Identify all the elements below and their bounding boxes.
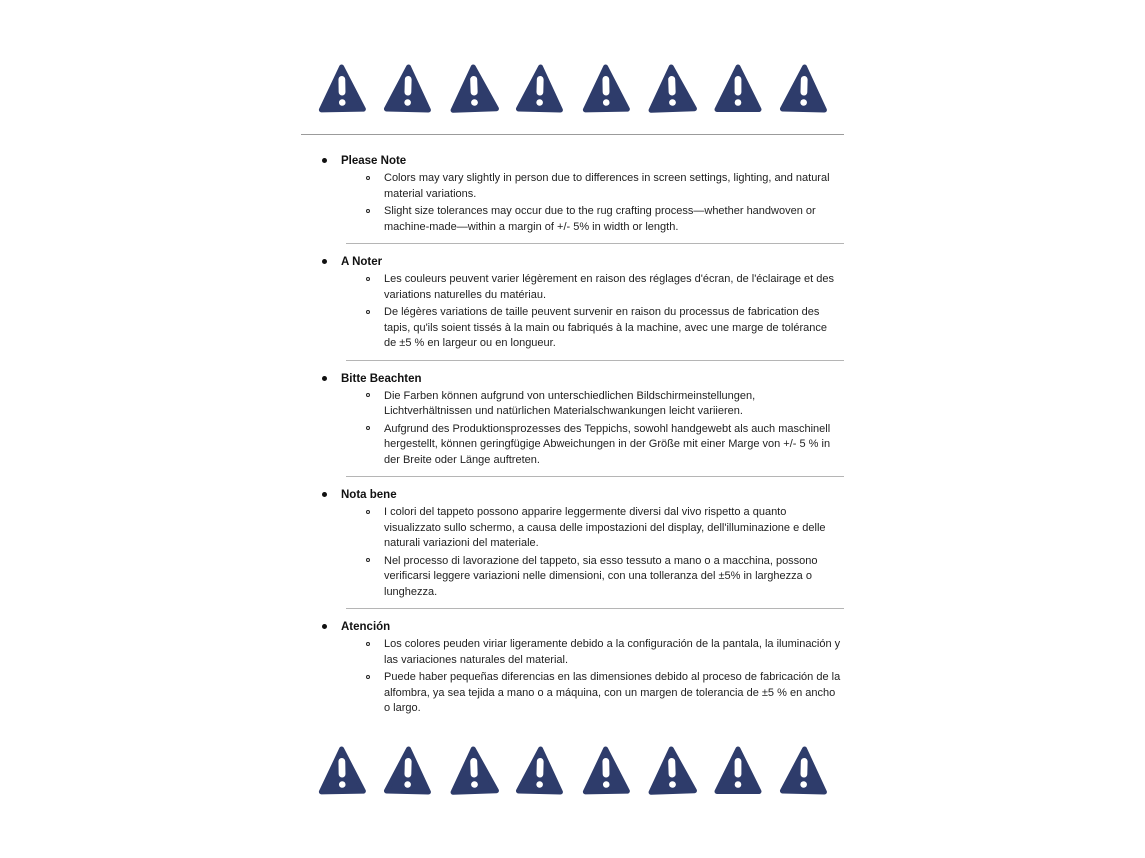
section-heading-text: Atención — [341, 621, 391, 633]
list-item-text: Die Farben können aufgrund von unterschiedlichen Bildschirmeinstellungen, Lichtverhältnissen und natürlichen Materialschwankungen leicht variieren. — [384, 389, 756, 417]
circle-bullet-icon — [366, 642, 370, 646]
section-please-note — [301, 154, 844, 235]
list-item-text: Les couleurs peuvent varier légèrement en raison des réglages d'écran, de l'éclairage et des variations naturelles du matériau. — [384, 273, 834, 301]
section-heading — [301, 620, 844, 634]
section-atencion — [301, 620, 844, 717]
warning-triangle-icon — [714, 62, 762, 114]
bullet-icon — [322, 259, 327, 264]
warning-icons-row-bottom — [301, 742, 844, 796]
list-item-text: Puede haber pequeñas diferencias en las dimensiones debido al proceso de fabricación de la alfombra, ya sea tejida a mano o a máquina, con un margen de tolerancia de ±5 % en ancho o largo. — [384, 671, 841, 714]
list-item — [301, 272, 844, 303]
warning-triangle-icon — [646, 743, 697, 797]
circle-bullet-icon — [366, 310, 370, 314]
list-item-text: De légères variations de taille peuvent survenir en raison du processus de fabrication des tapis, qu'ils soient tissés à la main ou fabriqués à la machine, avec une marge de tolérance de ±5 % en largeur ou en longueur. — [384, 306, 827, 349]
list-item-text: Los colores peuden viriar ligeramente debido a la configuración de la pantala, la iluminación y las variaciones naturales del material. — [384, 638, 841, 666]
circle-bullet-icon — [366, 510, 370, 514]
circle-bullet-icon — [366, 558, 370, 562]
list-item-text: I colori del tappeto possono apparire leggermente diversi dal vivo rispetto a quanto visualizzato sullo schermo, a causa delle impostazioni del display, dell'illuminazione e delle naturali variazioni del materiale. — [384, 506, 826, 549]
circle-bullet-icon — [366, 277, 370, 281]
section-bitte-beachten — [301, 372, 844, 469]
list-item-text: Nel processo di lavorazione del tappeto, sia esso tessuto a mano o a macchina, possono verificarsi leggere variazioni nelle dimensioni, con una tolleranza del ±5% in larghezza o lunghezza. — [384, 554, 818, 598]
warning-triangle-icon — [448, 61, 499, 115]
bullet-icon — [322, 158, 327, 163]
section-a-noter — [301, 255, 844, 352]
section-heading — [301, 488, 844, 502]
list-item — [301, 554, 844, 601]
top-divider — [301, 134, 844, 135]
list-item — [301, 305, 844, 352]
list-item — [301, 637, 844, 668]
bullet-icon — [322, 376, 327, 381]
warning-triangle-icon — [317, 743, 366, 796]
section-divider — [346, 243, 844, 244]
list-item-text: Aufgrund des Produktionsprozesses des Teppichs, sowohl handgewebt als auch maschinell hergestellt, können geringfügige Abweichungen in der Größe mit einer Marge von +/- 5 % in der Breite oder Länge auftreten. — [384, 422, 831, 466]
circle-bullet-icon — [366, 426, 370, 430]
circle-bullet-icon — [366, 176, 370, 180]
warning-triangle-icon — [383, 61, 432, 114]
warning-triangle-icon — [779, 743, 828, 796]
section-divider — [346, 608, 844, 609]
section-divider — [346, 360, 844, 361]
list-item — [301, 171, 844, 202]
list-item — [301, 505, 844, 552]
warning-triangle-icon — [581, 62, 630, 115]
warning-triangle-icon — [317, 62, 366, 115]
bullet-icon — [322, 492, 327, 497]
section-heading-text: Nota bene — [341, 489, 397, 501]
circle-bullet-icon — [366, 675, 370, 679]
warning-triangle-icon — [779, 61, 828, 114]
list-item — [301, 670, 844, 717]
warning-triangle-icon — [581, 743, 630, 796]
section-heading — [301, 255, 844, 269]
warning-triangle-icon — [515, 743, 564, 796]
warning-triangle-icon — [383, 743, 432, 796]
warning-triangle-icon — [515, 61, 564, 114]
section-heading — [301, 154, 844, 168]
section-nota-bene — [301, 488, 844, 600]
list-item — [301, 422, 844, 469]
warning-triangle-icon — [646, 61, 697, 115]
list-item-text: Colors may vary slightly in person due to differences in screen settings, lighting, and natural material variations. — [384, 172, 830, 200]
section-heading — [301, 372, 844, 386]
warning-triangle-icon — [448, 743, 499, 797]
list-item — [301, 204, 844, 235]
warning-triangle-icon — [714, 744, 762, 796]
bullet-icon — [322, 624, 327, 629]
warning-icons-row-top — [301, 60, 844, 114]
section-heading-text: Bitte Beachten — [341, 372, 422, 385]
document-content — [301, 0, 844, 796]
section-heading-text: Please Note — [341, 155, 407, 167]
circle-bullet-icon — [366, 393, 370, 397]
list-item — [301, 389, 844, 420]
list-item-text: Slight size tolerances may occur due to the rug crafting process—whether handwoven or machine-made—within a margin of +/- 5% in width or length. — [384, 205, 816, 233]
section-heading-text: A Noter — [341, 256, 383, 268]
section-divider — [346, 476, 844, 477]
circle-bullet-icon — [366, 209, 370, 213]
